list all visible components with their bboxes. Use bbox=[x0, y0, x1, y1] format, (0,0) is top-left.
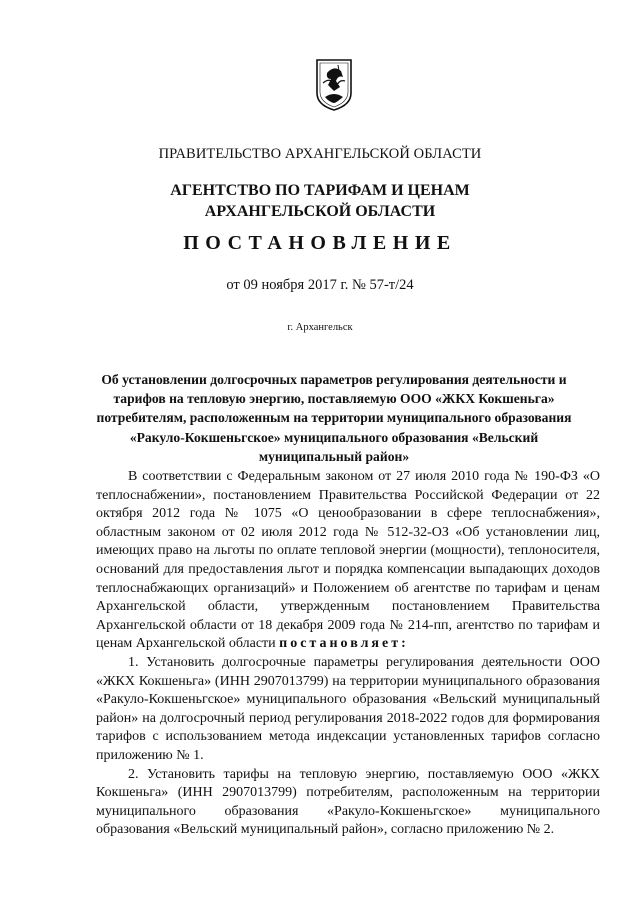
item-2-paragraph: 2. Установить тарифы на тепловую энергию, поставляемую ООО «ЖКХ Кокшеньга» (ИНН 2907013799) потребителям, расположенным на территории муниципального образования «Ракуло-Кокшеньгское» муниципального образования «Вельский муниципальный район», согласно приложению № 2. bbox=[96, 766, 600, 838]
government-name: ПРАВИТЕЛЬСТВО АРХАНГЕЛЬСКОЙ ОБЛАСТИ bbox=[158, 146, 482, 162]
document-type: ПОСТАНОВЛЕНИЕ bbox=[183, 232, 457, 254]
document-title: Об установлении долгосрочных параметров регулирования деятельности и тарифов на тепловую энергию, поставляемую ООО «ЖКХ Кокшеньга» потребителям, расположенным на территории муниципального образования «Ракуло-Кокшеньгское» муниципального образования «Вельский муниципальный район» bbox=[96, 372, 572, 464]
document-date-number: от 09 ноября 2017 г. № 57-т/24 bbox=[226, 277, 414, 293]
document-body bbox=[96, 468, 600, 840]
item-1-paragraph: 1. Установить долгосрочные параметры регулирования деятельности ООО «ЖКХ Кокшеньга» (ИНН 2907013799) на территории муниципального образования «Ракуло-Кокшеньгское» муниципального образования «Вельский муниципальный район» на долгосрочный период регулирования 2018-2022 годов для формирования тарифов с использованием метода индексации установленных тарифов согласно приложению № 1. bbox=[96, 654, 600, 763]
agency-name bbox=[0, 180, 640, 222]
preamble-paragraph: В соответствии с Федеральным законом от 27 июля 2010 года № 190-ФЗ «О теплоснабжении», постановлением Правительства Российской Федерации от 22 октября 2012 года № 1075 «О ценообразовании в сфере теплоснабжения», областным законом от 02 июля 2012 года № 512-32-ОЗ «Об установлении лиц, имеющих право на льготы по оплате тепловой энергии (мощности), теплоносителя, оснований для предоставления льгот и порядка компенсации выпадающих доходов теплоснабжающих организаций» и Положением об агентстве по тарифам и ценам Архангельской области, утвержденным постановлением Правительства Архангельской области от 18 декабря 2009 года № 214-пп, агентство по тарифам и ценам Архангельской области постановляет: bbox=[96, 469, 600, 652]
agency-name-line2: АРХАНГЕЛЬСКОЙ ОБЛАСТИ bbox=[204, 203, 436, 220]
preamble-text: В соответствии с Федеральным законом от 27 июля 2010 года № 190-ФЗ «О теплоснабжении», постановлением Правительства Российской Федерации от 22 октября 2012 года № 1075 «О ценообразовании в сфере теплоснабжения», областным законом от 02 июля 2012 года № 512-32-ОЗ «Об установлении лиц, имеющих право на льготы по оплате тепловой энергии (мощности), теплоносителя, оснований для предоставления льгот и порядка компенсации выпадающих доходов теплоснабжающих организаций» и Положением об агентстве по тарифам и ценам Архангельской области, утвержденным постановлением Правительства Архангельской области от 18 декабря 2009 года № 214-пп, агентство по тарифам и ценам Архангельской области bbox=[96, 469, 600, 652]
document-city: г. Архангельск bbox=[287, 322, 353, 333]
agency-name-line1: АГЕНТСТВО ПО ТАРИФАМ И ЦЕНАМ bbox=[170, 182, 470, 199]
resolves-word: постановляет bbox=[279, 636, 402, 652]
coat-of-arms-emblem-icon bbox=[314, 57, 354, 113]
